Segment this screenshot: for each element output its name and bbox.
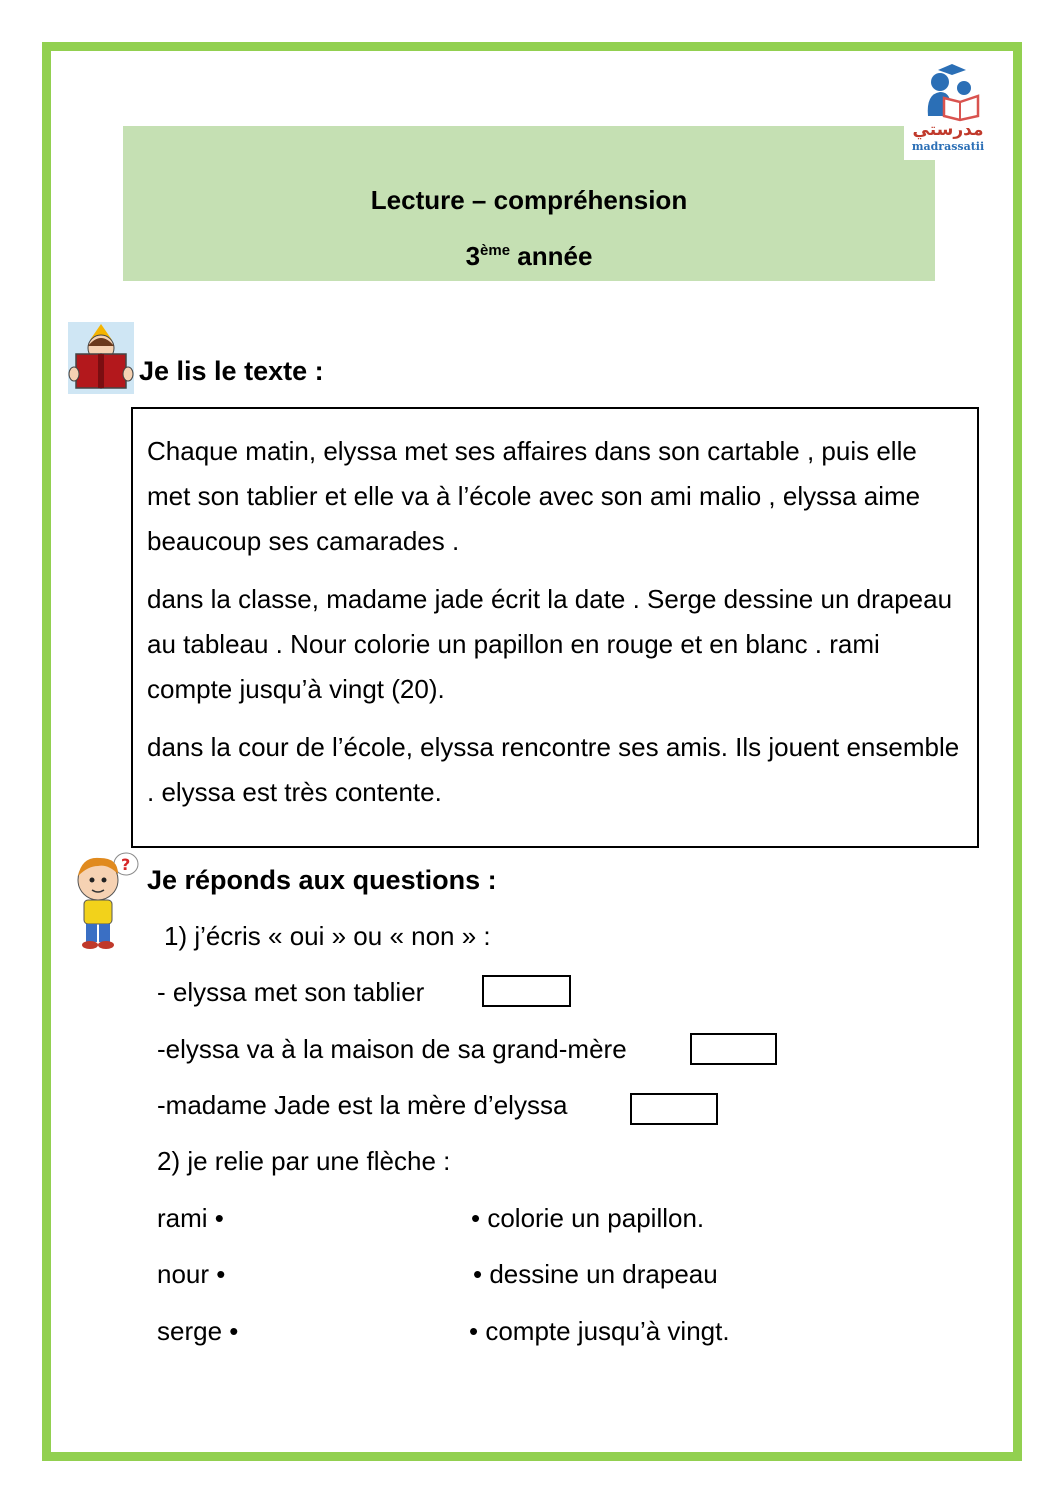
logo-arabic-text: مدرستي (912, 120, 984, 140)
grade-word: année (510, 241, 593, 271)
match-right-2[interactable]: • dessine un drapeau (473, 1259, 718, 1289)
svg-text:?: ? (121, 855, 131, 874)
logo-graphic-icon (904, 62, 992, 122)
thinking-kid-icon (68, 850, 144, 950)
match-right-3[interactable]: • compte jusqu’à vingt. (469, 1316, 730, 1346)
reading-heading: Je lis le texte : (139, 356, 324, 386)
match-right-1[interactable]: • colorie un papillon. (471, 1203, 705, 1233)
statement-2: -elyssa va à la maison de sa grand-mère (157, 1034, 627, 1064)
madrassatii-logo (904, 62, 992, 160)
paragraph-3: dans la cour de l’école, elyssa rencontre ses amis. Ils jouent ensemble . elyssa est très contente. (147, 732, 960, 807)
answer-box-3[interactable] (630, 1093, 718, 1125)
statement-3: -madame Jade est la mère d’elyssa (157, 1090, 568, 1120)
match-left-3[interactable]: serge • (157, 1316, 239, 1346)
paragraph-2: dans la classe, madame jade écrit la date . Serge dessine un drapeau au tableau . Nour colorie un papillon en rouge et en blanc . rami compte jusqu’à vingt (20). (147, 584, 953, 704)
grade-level (123, 241, 935, 272)
reading-text-box (131, 407, 979, 848)
match-left-2[interactable]: nour • (157, 1259, 226, 1289)
question-1-title: 1) j’écris « oui » ou « non » : (164, 921, 491, 951)
match-left-1[interactable]: rami • (157, 1203, 224, 1233)
paragraph-1: Chaque matin, elyssa met ses affaires dans son cartable , puis elle met son tablier et elle va à l’école avec son ami malio , elyssa aime beaucoup ses camarades . (147, 436, 921, 556)
questions-heading: Je réponds aux questions : (147, 865, 497, 895)
question-2-title: 2) je relie par une flèche : (157, 1146, 451, 1176)
logo-latin-text: madrassatii (911, 140, 985, 153)
answer-box-1[interactable] (482, 975, 571, 1007)
statement-1: - elyssa met son tablier (157, 977, 425, 1007)
worksheet-title: Lecture – compréhension (370, 185, 688, 215)
reading-book-icon (68, 322, 134, 394)
grade-number: 3 (465, 241, 481, 271)
answer-box-2[interactable] (690, 1033, 777, 1065)
grade-suffix: ème (480, 242, 511, 259)
